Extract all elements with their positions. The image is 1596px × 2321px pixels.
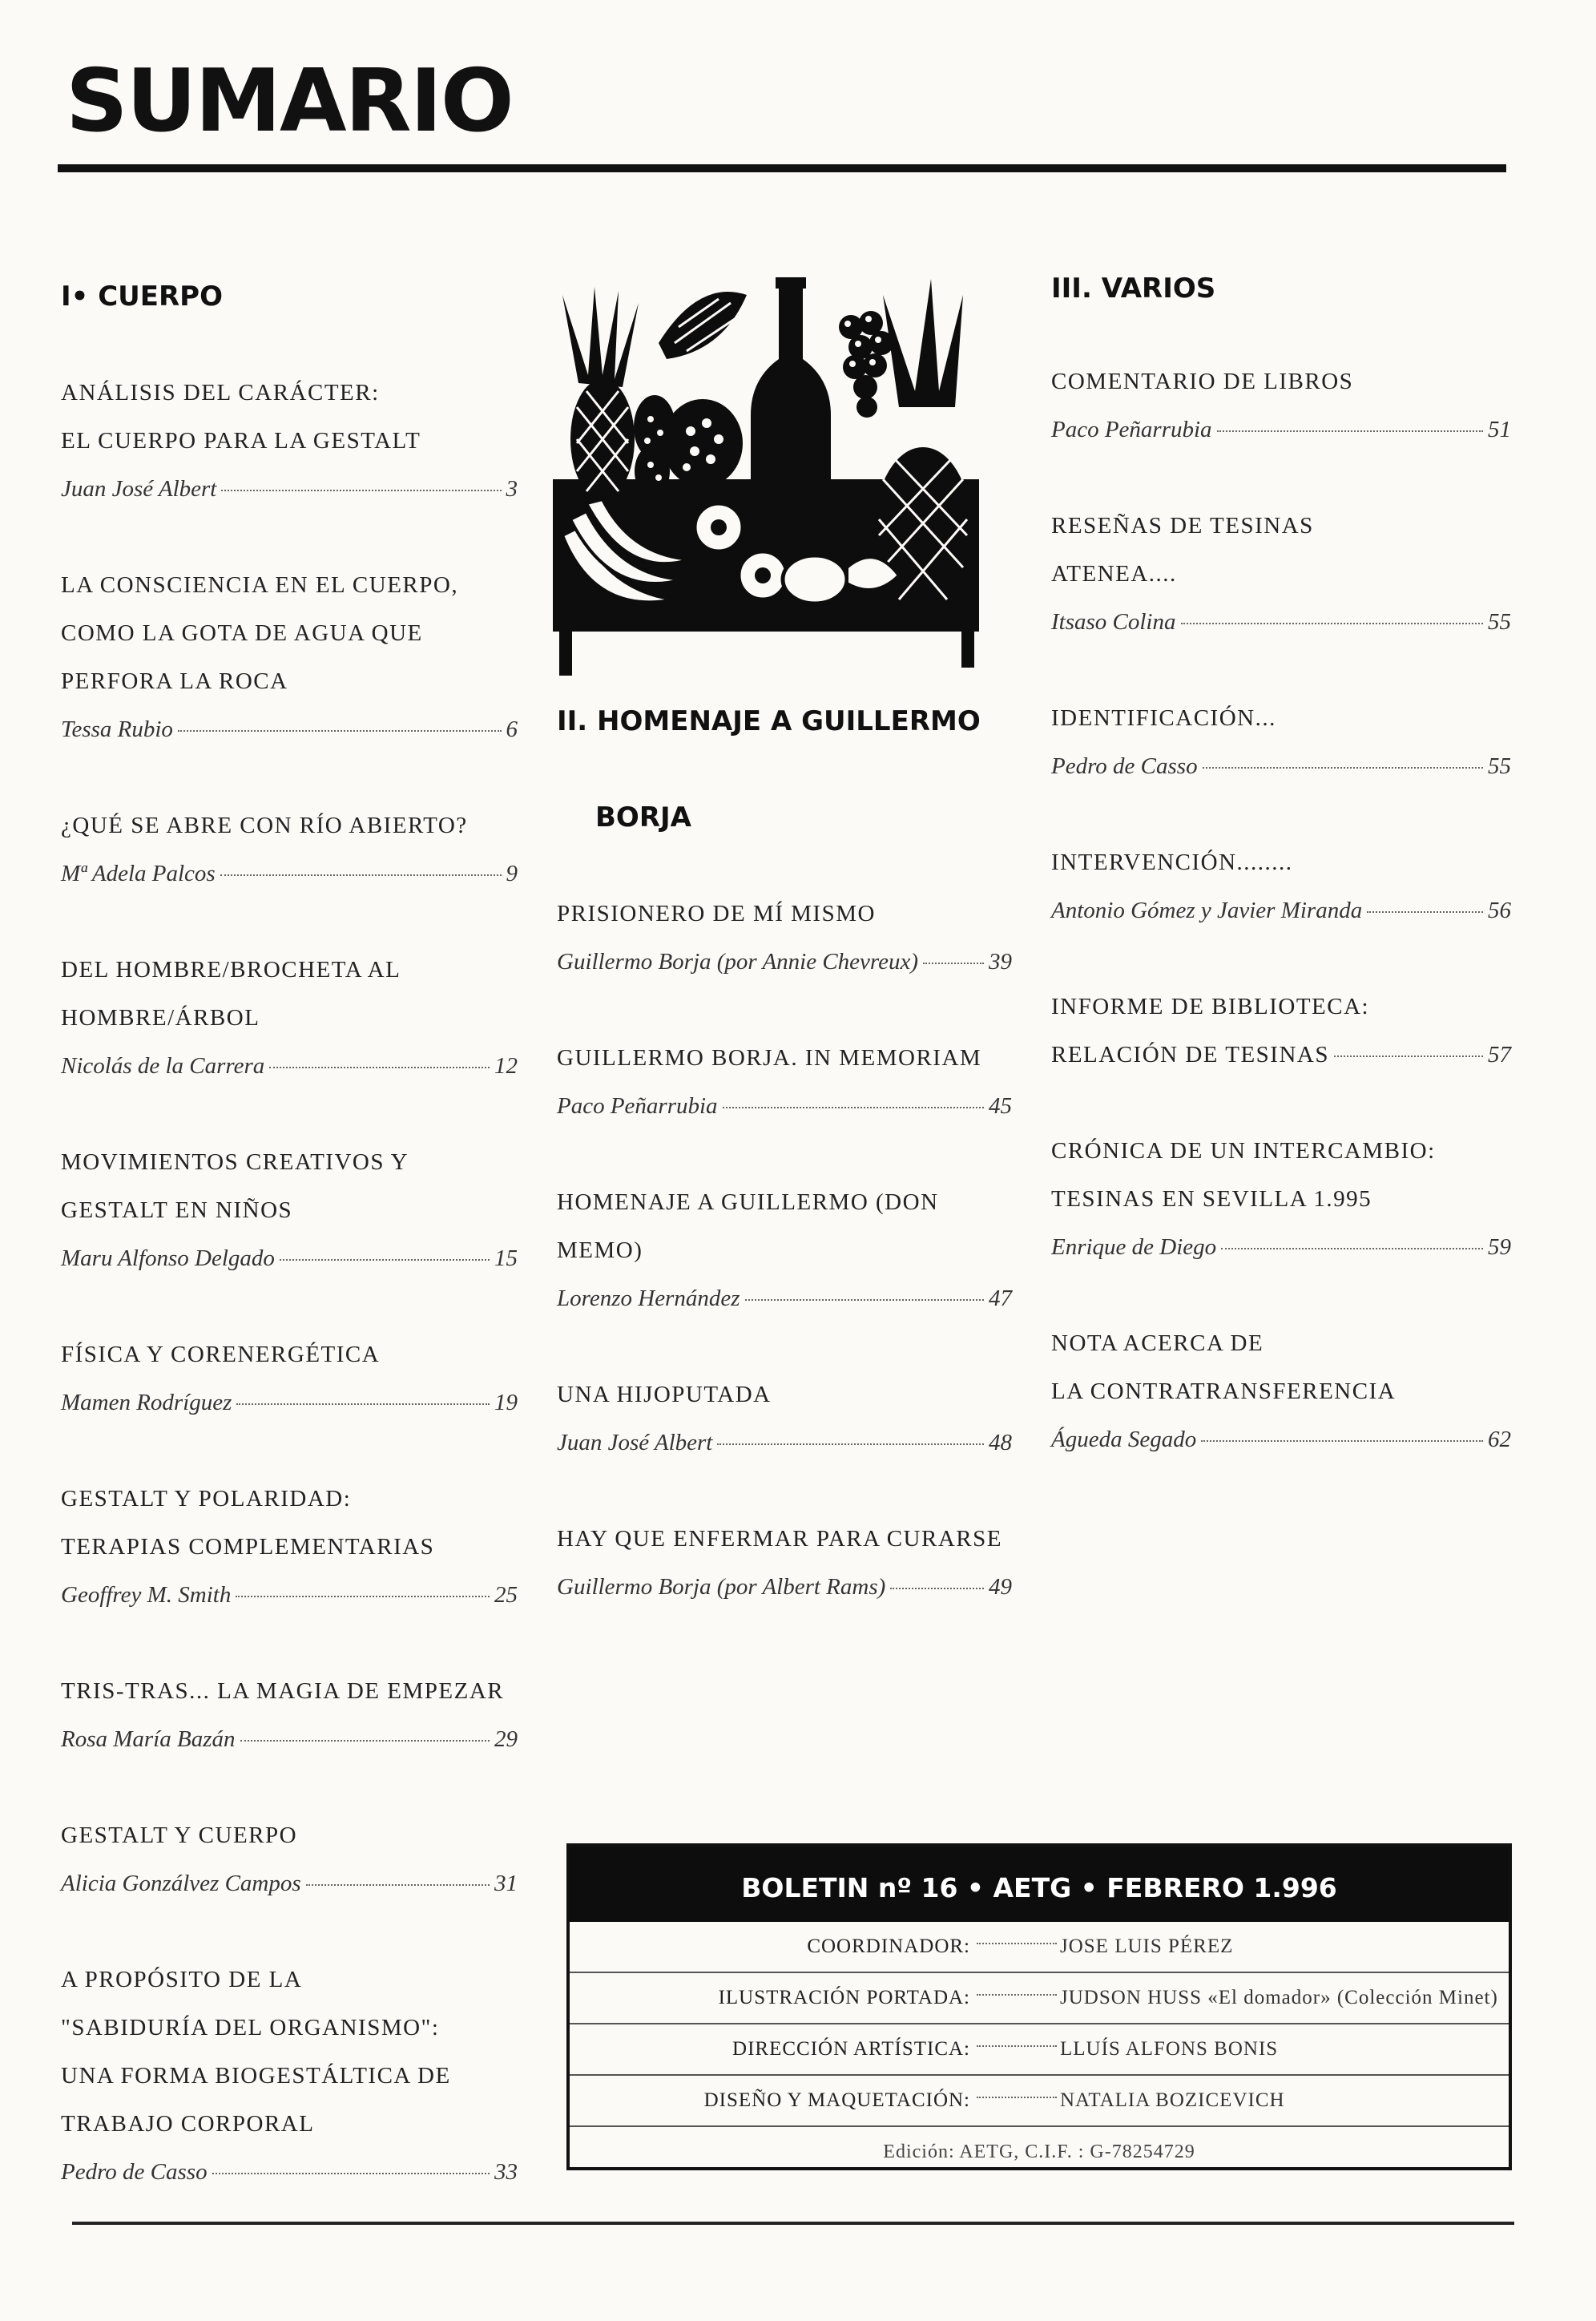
entry-meta — [61, 1571, 518, 1619]
entry-title: FÍSICA Y CORENERGÉTICA — [61, 1342, 381, 1367]
entry-title: TRIS-TRAS... LA MAGIA DE EMPEZAR — [61, 1678, 505, 1704]
entry-title: UNA FORMA BIOGESTÁLTICA DE — [61, 2063, 451, 2089]
entry-author: Juan José Albert — [557, 1430, 713, 1455]
toc-entry[interactable] — [557, 1370, 1012, 1467]
entry-meta — [61, 1715, 518, 1763]
entry-title: RELACIÓN DE TESINAS — [1051, 1042, 1329, 1068]
entry-meta — [61, 1859, 518, 1907]
dot-leader — [280, 1259, 490, 1261]
section-varios — [1051, 264, 1511, 1512]
entry-page: 15 — [494, 1245, 518, 1271]
entry-meta — [1051, 1031, 1511, 1079]
entry-page: 3 — [506, 476, 518, 502]
entry-page: 62 — [1488, 1427, 1511, 1452]
dot-leader — [1217, 430, 1483, 432]
toc-entry[interactable] — [61, 369, 518, 513]
entry-author: Itsaso Colina — [1051, 609, 1176, 635]
dot-leader — [240, 1740, 490, 1742]
entry-title: LA CONSCIENCIA EN EL CUERPO, — [61, 572, 459, 598]
entry-meta — [1051, 406, 1511, 454]
entry-title: UNA HIJOPUTADA — [557, 1382, 772, 1407]
entry-title: GESTALT EN NIÑOS — [61, 1197, 293, 1223]
dot-leader — [220, 874, 502, 876]
entry-title: TERAPIAS COMPLEMENTARIAS — [61, 1534, 435, 1560]
entry-page: 47 — [989, 1286, 1012, 1311]
section-title: III. VARIOS — [1051, 272, 1216, 305]
page-title: SUMARIO — [66, 51, 513, 151]
credits-value: LLUÍS ALFONS BONIS — [1060, 2038, 1279, 2060]
entry-meta — [1051, 886, 1511, 934]
entry-title: TESINAS EN SEVILLA 1.995 — [1051, 1186, 1372, 1212]
entry-meta — [557, 1274, 1012, 1322]
entry-title: GUILLERMO BORJA. IN MEMORIAM — [557, 1045, 982, 1071]
toc-entry[interactable] — [557, 1034, 1012, 1130]
entry-meta — [61, 2148, 518, 2196]
still-life-illustration — [538, 263, 995, 680]
entry-meta — [1051, 742, 1511, 790]
entry-author: Guillermo Borja (por Annie Chevreux) — [557, 949, 919, 975]
section-homenaje — [557, 697, 1012, 1659]
credits-row — [570, 2076, 1509, 2127]
entry-meta — [61, 705, 518, 753]
dot-leader — [1221, 1248, 1483, 1249]
credits-header: BOLETIN nº 16 • AETG • FEBRERO 1.996 — [570, 1847, 1509, 1922]
entry-page: 31 — [494, 1871, 518, 1896]
entry-meta — [61, 850, 518, 898]
entry-meta — [557, 1082, 1012, 1130]
toc-entry[interactable] — [557, 1178, 1012, 1322]
entry-author: Antonio Gómez y Javier Miranda — [1051, 898, 1363, 923]
entry-page: 55 — [1488, 753, 1511, 779]
entry-author: Alicia Gonzálvez Campos — [61, 1871, 301, 1896]
entry-title: ¿QUÉ SE ABRE CON RÍO ABIERTO? — [61, 813, 468, 838]
entry-title: RESEÑAS DE TESINAS — [1051, 513, 1314, 539]
entry-author: Rosa María Bazán — [61, 1726, 236, 1752]
entry-author: Guillermo Borja (por Albert Rams) — [557, 1574, 886, 1600]
entry-title: NOTA ACERCA DE — [1051, 1330, 1264, 1356]
entry-title: ATENEA.... — [1051, 561, 1177, 587]
entry-title: LA CONTRATRANSFERENCIA — [1051, 1378, 1396, 1404]
toc-entry[interactable] — [1051, 502, 1511, 646]
entry-title: CRÓNICA DE UN INTERCAMBIO: — [1051, 1138, 1436, 1164]
entry-author: Pedro de Casso — [61, 2159, 208, 2185]
entry-title: IDENTIFICACIÓN... — [1051, 705, 1276, 731]
entry-author: Pedro de Casso — [1051, 753, 1198, 779]
dot-leader — [236, 1403, 490, 1405]
entry-page: 12 — [494, 1053, 518, 1079]
entry-title: GESTALT Y POLARIDAD: — [61, 1486, 352, 1512]
entry-title: "SABIDURÍA DEL ORGANISMO": — [61, 2015, 440, 2040]
entry-meta — [1051, 1223, 1511, 1271]
dot-leader — [717, 1443, 984, 1445]
dot-leader — [745, 1299, 984, 1301]
credits-label: COORDINADOR: — [807, 1936, 970, 1957]
dot-leader — [236, 1596, 490, 1597]
credits-row — [570, 1922, 1509, 1973]
dot-leader — [1181, 623, 1484, 624]
entry-page: 29 — [494, 1726, 518, 1752]
credits-label: DIRECCIÓN ARTÍSTICA: — [732, 2038, 970, 2060]
section-cuerpo — [61, 272, 518, 2244]
entry-page: 39 — [989, 949, 1012, 975]
toc-entry[interactable] — [61, 1956, 518, 2196]
bottom-rule — [72, 2222, 1514, 2225]
dot-leader — [269, 1067, 490, 1068]
credits-row — [570, 2024, 1509, 2076]
entry-author: Maru Alfonso Delgado — [61, 1245, 275, 1271]
dot-leader — [977, 1994, 1057, 1996]
entry-page: 55 — [1488, 609, 1511, 635]
entry-author: Tessa Rubio — [61, 716, 173, 742]
entry-title: HAY QUE ENFERMAR PARA CURARSE — [557, 1526, 1002, 1552]
entry-author: Enrique de Diego — [1051, 1234, 1217, 1260]
section-title: BORJA — [595, 801, 691, 834]
toc-entry[interactable] — [557, 1515, 1012, 1611]
toc-entry[interactable] — [61, 1475, 518, 1619]
dot-leader — [977, 2045, 1057, 2047]
toc-entry[interactable] — [1051, 983, 1511, 1079]
section-title: II. HOMENAJE A GUILLERMO — [557, 705, 981, 737]
dot-leader — [212, 2173, 490, 2174]
dot-leader — [923, 963, 984, 964]
credits-value: JUDSON HUSS «El domador» (Colección Minet) — [1060, 1987, 1498, 2008]
entry-title: ANÁLISIS DEL CARÁCTER: — [61, 380, 380, 406]
credits-label: ILUSTRACIÓN PORTADA: — [718, 1987, 970, 2008]
dot-leader — [723, 1107, 984, 1108]
entry-title: TRABAJO CORPORAL — [61, 2111, 315, 2137]
dot-leader — [1201, 1440, 1483, 1442]
toc-entry[interactable] — [61, 1138, 518, 1282]
top-rule — [58, 164, 1506, 172]
entry-title: A PROPÓSITO DE LA — [61, 1967, 303, 1992]
entry-page: 25 — [494, 1582, 518, 1608]
toc-entry[interactable] — [61, 1330, 518, 1427]
entry-title: EL CUERPO PARA LA GESTALT — [61, 428, 421, 454]
credits-value: NATALIA BOZICEVICH — [1060, 2089, 1285, 2111]
entry-meta — [557, 1563, 1012, 1611]
entry-author: Mª Adela Palcos — [61, 861, 216, 886]
entry-author: Paco Peñarrubia — [557, 1093, 718, 1119]
entry-page: 59 — [1488, 1234, 1511, 1260]
toc-entry[interactable] — [61, 561, 518, 753]
credits-label: DISEÑO Y MAQUETACIÓN: — [703, 2089, 970, 2111]
entry-page: 19 — [494, 1390, 518, 1415]
entry-author: Geoffrey M. Smith — [61, 1582, 232, 1608]
dot-leader — [977, 1943, 1057, 1944]
credits-footer: Edición: AETG, C.I.F. : G-78254729 — [883, 2141, 1195, 2162]
entry-meta — [557, 938, 1012, 986]
toc-entry[interactable] — [1051, 357, 1511, 454]
dot-leader — [306, 1884, 490, 1886]
entry-page: 49 — [989, 1574, 1012, 1600]
toc-entry[interactable] — [61, 946, 518, 1090]
credits-row — [570, 1973, 1509, 2024]
entry-title: DEL HOMBRE/BROCHETA AL — [61, 957, 401, 983]
section-title: I• CUERPO — [61, 281, 224, 313]
dot-leader — [1334, 1056, 1483, 1057]
entry-page: 6 — [506, 716, 518, 742]
entry-page: 9 — [506, 861, 518, 886]
dot-leader — [890, 1588, 984, 1589]
entry-meta — [61, 465, 518, 513]
entry-title: INTERVENCIÓN........ — [1051, 850, 1293, 875]
entry-meta — [1051, 1415, 1511, 1463]
entry-page: 33 — [494, 2159, 518, 2185]
credits-box — [566, 1843, 1512, 2170]
entry-page: 57 — [1488, 1042, 1511, 1068]
entry-author: Juan José Albert — [61, 476, 217, 502]
entry-author: Mamen Rodríguez — [61, 1390, 232, 1415]
toc-entry[interactable] — [1051, 1127, 1511, 1271]
entry-title: MOVIMIENTOS CREATIVOS Y — [61, 1149, 409, 1175]
toc-entry[interactable] — [61, 1667, 518, 1763]
toc-entry[interactable] — [1051, 838, 1511, 934]
entry-author: Lorenzo Hernández — [557, 1286, 740, 1311]
entry-page: 51 — [1488, 417, 1511, 442]
dot-leader — [221, 490, 501, 491]
entry-meta — [61, 1042, 518, 1090]
entry-title: COMENTARIO DE LIBROS — [1051, 369, 1354, 394]
entry-page: 56 — [1488, 898, 1511, 923]
entry-title: INFORME DE BIBLIOTECA: — [1051, 994, 1370, 1019]
dot-leader — [977, 2097, 1057, 2098]
toc-entry[interactable] — [557, 890, 1012, 986]
entry-author: Águeda Segado — [1051, 1427, 1197, 1452]
dot-leader — [1203, 767, 1483, 769]
dot-leader — [178, 730, 502, 732]
toc-entry[interactable] — [1051, 694, 1511, 790]
dot-leader — [1367, 911, 1483, 913]
entry-meta — [557, 1419, 1012, 1467]
entry-page: 48 — [989, 1430, 1012, 1455]
entry-meta — [1051, 598, 1511, 646]
entry-meta — [61, 1234, 518, 1282]
entry-title: HOMENAJE A GUILLERMO (DON MEMO) — [557, 1189, 939, 1263]
entry-author: Paco Peñarrubia — [1051, 417, 1212, 442]
toc-entry[interactable] — [1051, 1319, 1511, 1463]
entry-meta — [61, 1378, 518, 1427]
entry-title: HOMBRE/ÁRBOL — [61, 1005, 260, 1031]
entry-title: GESTALT Y CUERPO — [61, 1822, 298, 1848]
toc-entry[interactable] — [61, 801, 518, 898]
entry-page: 45 — [989, 1093, 1012, 1119]
entry-title: COMO LA GOTA DE AGUA QUE — [61, 620, 423, 646]
credits-value: JOSE LUIS PÉREZ — [1060, 1936, 1234, 1957]
entry-title: PERFORA LA ROCA — [61, 668, 288, 694]
entry-author: Nicolás de la Carrera — [61, 1053, 265, 1079]
entry-title: PRISIONERO DE MÍ MISMO — [557, 901, 876, 926]
toc-entry[interactable] — [61, 1811, 518, 1907]
